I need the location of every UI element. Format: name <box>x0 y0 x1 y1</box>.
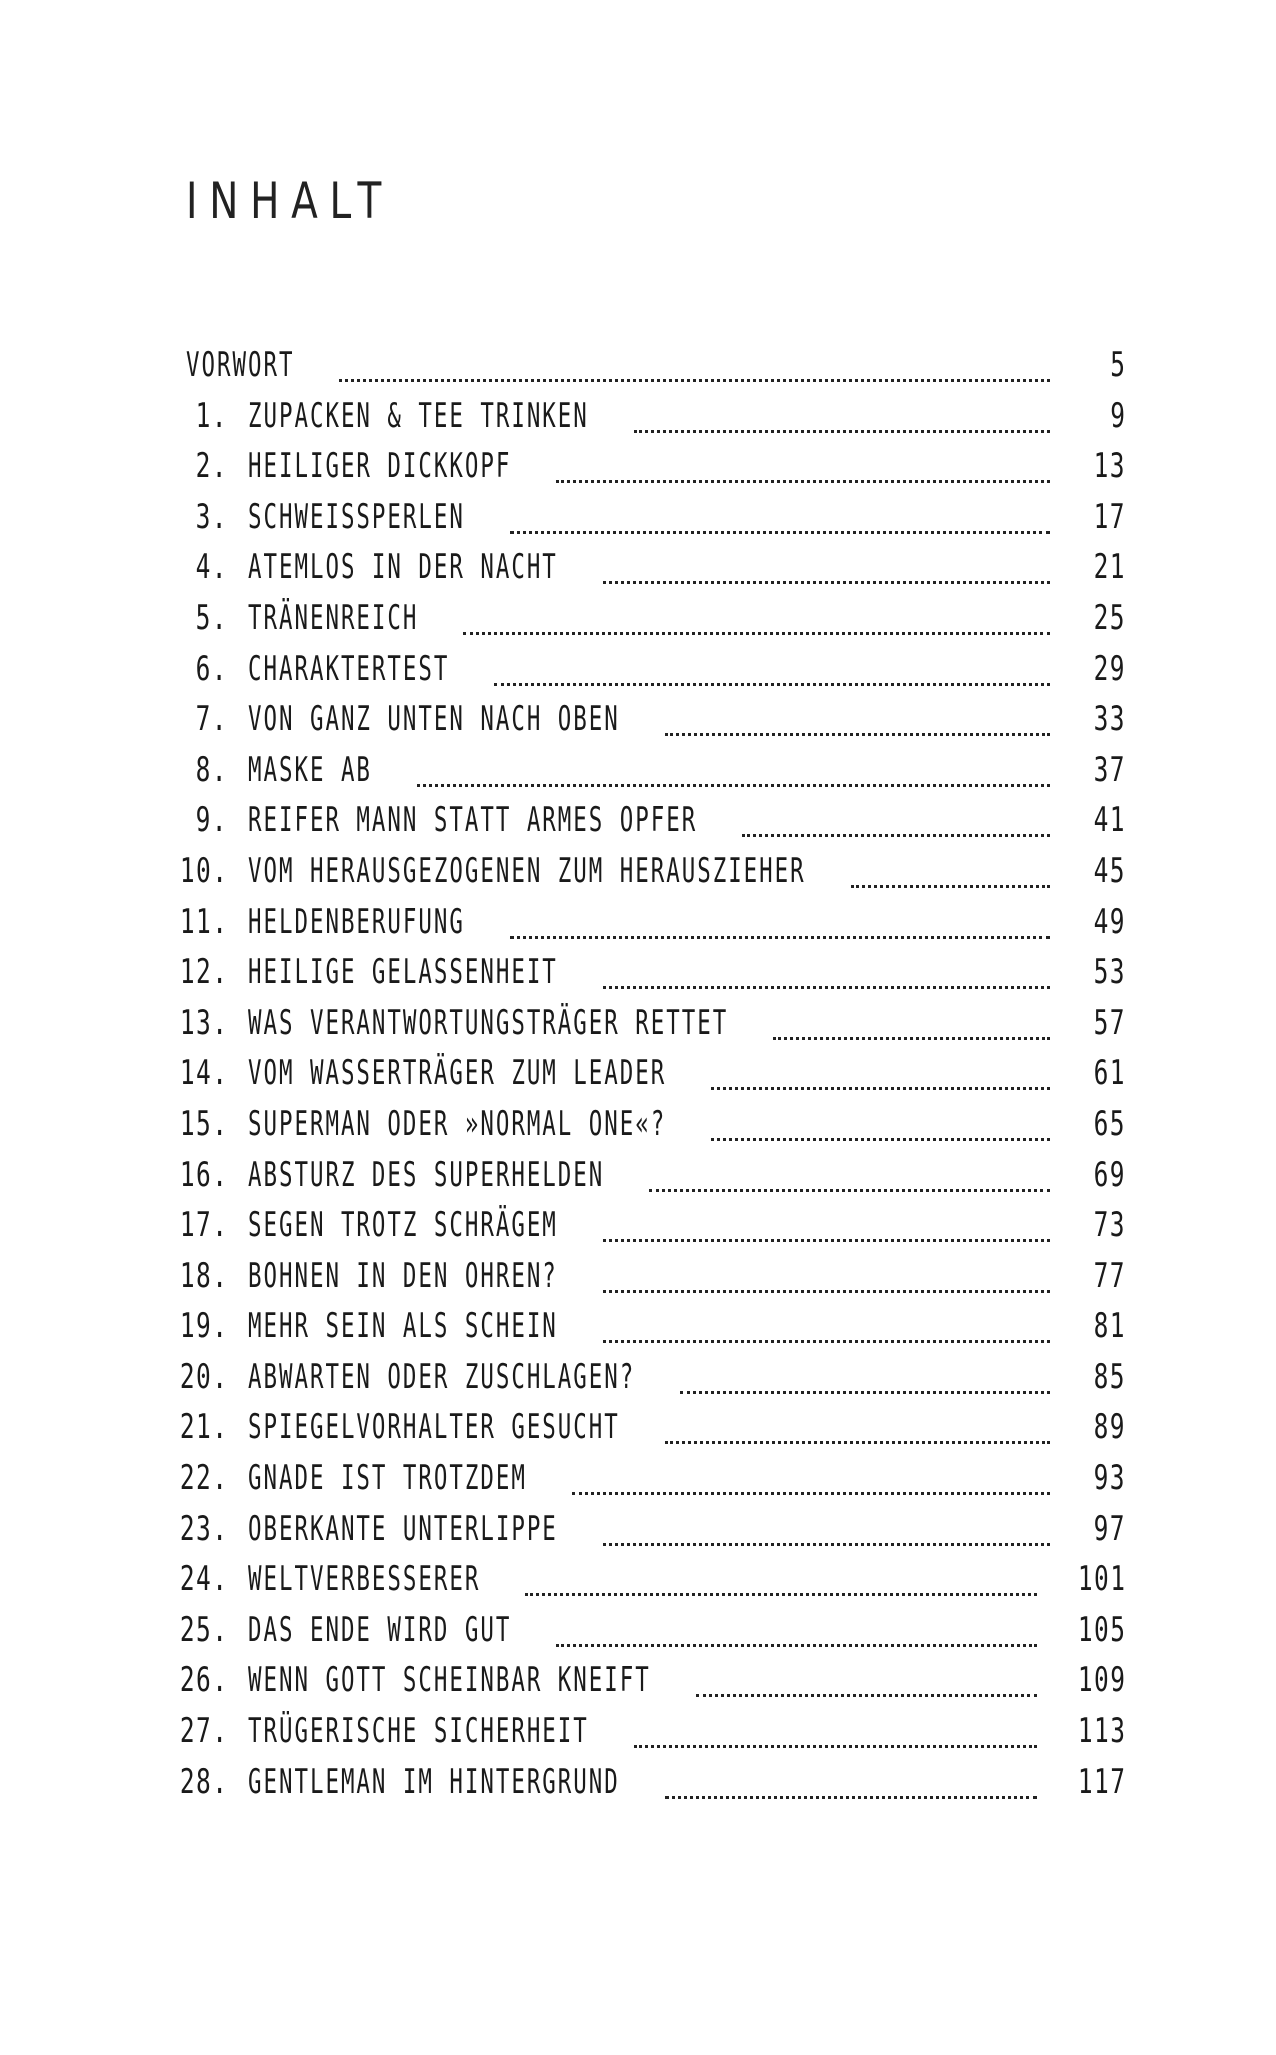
page-number: 85 <box>1093 1356 1126 1397</box>
toc-entry[interactable] <box>186 492 1126 543</box>
dot-leader <box>665 1793 1038 1799</box>
chapter-title: MEHR SEIN ALS SCHEIN <box>248 1306 558 1347</box>
chapter-title: ABWARTEN ODER ZUSCHLAGEN? <box>248 1356 636 1397</box>
toc-entry[interactable] <box>179 1150 1126 1201</box>
dot-leader <box>773 1034 1050 1040</box>
page-number: 21 <box>1093 547 1126 588</box>
page-number: 113 <box>1077 1711 1126 1752</box>
toc-entry[interactable] <box>179 1099 1126 1150</box>
toc-entry[interactable] <box>179 998 1126 1049</box>
page-number: 77 <box>1093 1255 1126 1296</box>
dot-leader <box>851 882 1050 888</box>
chapter-number: 24. <box>179 1559 228 1600</box>
toc-entry[interactable] <box>179 1402 1126 1453</box>
chapter-number: 11. <box>179 901 228 942</box>
toc-entry[interactable] <box>186 795 1126 846</box>
page-number: 49 <box>1093 901 1126 942</box>
chapter-title: GNADE IST TROTZDEM <box>248 1458 527 1499</box>
toc-entry[interactable] <box>179 846 1126 897</box>
chapter-title: BOHNEN IN DEN OHREN? <box>248 1255 558 1296</box>
dot-leader <box>742 831 1050 837</box>
chapter-title: REIFER MANN STATT ARMES OPFER <box>248 800 698 841</box>
chapter-title: WELTVERBESSERER <box>248 1559 481 1600</box>
chapter-title: ABSTURZ DES SUPERHELDEN <box>248 1154 605 1195</box>
dot-leader <box>634 1742 1038 1748</box>
chapter-number: 23. <box>179 1508 228 1549</box>
toc-entry[interactable] <box>186 745 1126 796</box>
chapter-title: CHARAKTERTEST <box>248 648 450 689</box>
chapter-number: 8. <box>195 749 228 790</box>
chapter-title: VOM HERAUSGEZOGENEN ZUM HERAUSZIEHER <box>248 850 806 891</box>
dot-leader <box>711 1084 1050 1090</box>
chapter-title: TRÄNENREICH <box>248 597 419 638</box>
page-number: 105 <box>1077 1609 1126 1650</box>
chapter-number: 2. <box>195 446 228 487</box>
page-number: 41 <box>1093 800 1126 841</box>
chapter-number: 22. <box>179 1458 228 1499</box>
chapter-number: 25. <box>179 1609 228 1650</box>
dot-leader <box>494 680 1050 686</box>
page-number: 97 <box>1093 1508 1126 1549</box>
page-number: 89 <box>1093 1407 1126 1448</box>
dot-leader <box>603 1236 1050 1242</box>
page-number: 5 <box>1109 345 1126 385</box>
chapter-title: VORWORT <box>186 345 295 385</box>
chapter-number: 28. <box>179 1761 228 1802</box>
page-number: 93 <box>1093 1458 1126 1499</box>
page-number: 33 <box>1093 699 1126 740</box>
dot-leader <box>603 1540 1050 1546</box>
table-of-contents <box>179 340 1126 1807</box>
chapter-number: 26. <box>179 1660 228 1701</box>
chapter-number: 17. <box>179 1205 228 1246</box>
chapter-number: 6. <box>195 648 228 689</box>
page-number: 117 <box>1077 1761 1126 1802</box>
chapter-number: 1. <box>195 395 228 436</box>
chapter-title: VON GANZ UNTEN NACH OBEN <box>248 699 620 740</box>
dot-leader <box>510 528 1050 534</box>
chapter-title: OBERKANTE UNTERLIPPE <box>248 1508 558 1549</box>
toc-entry[interactable] <box>186 644 1126 695</box>
dot-leader <box>603 1287 1050 1293</box>
dot-leader <box>417 781 1050 787</box>
toc-entry[interactable] <box>179 1251 1126 1302</box>
toc-entry[interactable] <box>179 947 1126 998</box>
dot-leader <box>603 983 1050 989</box>
dot-leader <box>572 1489 1050 1495</box>
toc-entry[interactable] <box>186 391 1126 442</box>
page-number: 17 <box>1093 496 1126 537</box>
page-number: 29 <box>1093 648 1126 689</box>
chapter-number: 7. <box>195 699 228 740</box>
dot-leader <box>603 578 1050 584</box>
chapter-number: 9. <box>195 800 228 841</box>
chapter-title: SCHWEISSPERLEN <box>248 496 465 537</box>
chapter-number: 16. <box>179 1154 228 1195</box>
chapter-title: HELDENBERUFUNG <box>248 901 465 942</box>
chapter-number: 15. <box>179 1103 228 1144</box>
chapter-title: WENN GOTT SCHEINBAR KNEIFT <box>248 1660 651 1701</box>
dot-leader <box>510 933 1050 939</box>
chapter-number: 13. <box>179 1002 228 1043</box>
page-number: 13 <box>1093 446 1126 487</box>
chapter-title: MASKE AB <box>248 749 372 790</box>
chapter-number: 3. <box>195 496 228 537</box>
page-number: 53 <box>1093 952 1126 993</box>
toc-entry[interactable] <box>179 1605 1126 1656</box>
toc-entry[interactable] <box>179 1200 1126 1251</box>
dot-leader <box>711 1135 1050 1141</box>
toc-entry[interactable] <box>186 694 1126 745</box>
page-number: 25 <box>1093 597 1126 638</box>
toc-entry[interactable] <box>179 1453 1126 1504</box>
page-number: 61 <box>1093 1053 1126 1094</box>
dot-leader <box>634 427 1050 433</box>
page-number: 109 <box>1077 1660 1126 1701</box>
chapter-number: 20. <box>179 1356 228 1397</box>
page-number: 45 <box>1093 850 1126 891</box>
toc-entry[interactable] <box>179 1706 1126 1757</box>
toc-entry[interactable] <box>186 340 1126 391</box>
toc-entry[interactable] <box>179 897 1126 948</box>
toc-entry[interactable] <box>179 1554 1126 1605</box>
chapter-title: ATEMLOS IN DER NACHT <box>248 547 558 588</box>
chapter-number: 27. <box>179 1711 228 1752</box>
chapter-title: WAS VERANTWORTUNGSTRÄGER RETTET <box>248 1002 729 1043</box>
toc-entry[interactable] <box>179 1757 1126 1808</box>
dot-leader <box>339 376 1050 382</box>
dot-leader <box>696 1691 1038 1697</box>
chapter-number: 14. <box>179 1053 228 1094</box>
toc-entry[interactable] <box>179 1504 1126 1555</box>
page-number: 65 <box>1093 1103 1126 1144</box>
toc-entry[interactable] <box>179 1301 1126 1352</box>
chapter-title: ZUPACKEN & TEE TRINKEN <box>248 395 589 436</box>
toc-entry[interactable] <box>179 1655 1126 1706</box>
dot-leader <box>463 629 1050 635</box>
chapter-number: 18. <box>179 1255 228 1296</box>
page-number: 69 <box>1093 1154 1126 1195</box>
chapter-title: DAS ENDE WIRD GUT <box>248 1609 512 1650</box>
chapter-title: HEILIGER DICKKOPF <box>248 446 512 487</box>
chapter-number: 21. <box>179 1407 228 1448</box>
page-number: 101 <box>1077 1559 1126 1600</box>
page-number: 81 <box>1093 1306 1126 1347</box>
dot-leader <box>525 1590 1037 1596</box>
chapter-title: SUPERMAN ODER »NORMAL ONE«? <box>248 1103 667 1144</box>
page-number: 57 <box>1093 1002 1126 1043</box>
page-number: 9 <box>1109 395 1126 436</box>
page-number: 73 <box>1093 1205 1126 1246</box>
toc-entry[interactable] <box>179 1352 1126 1403</box>
chapter-title: HEILIGE GELASSENHEIT <box>248 952 558 993</box>
page-number: 37 <box>1093 749 1126 790</box>
chapter-number: 10. <box>179 850 228 891</box>
chapter-number: 12. <box>179 952 228 993</box>
chapter-title: SEGEN TROTZ SCHRÄGEM <box>248 1205 558 1246</box>
page-title: INHALT <box>186 172 394 230</box>
chapter-title: VOM WASSERTRÄGER ZUM LEADER <box>248 1053 667 1094</box>
dot-leader <box>556 477 1050 483</box>
toc-entry[interactable] <box>186 542 1126 593</box>
dot-leader <box>649 1186 1050 1192</box>
chapter-number: 19. <box>179 1306 228 1347</box>
chapter-title: TRÜGERISCHE SICHERHEIT <box>248 1711 589 1752</box>
toc-entry[interactable] <box>186 593 1126 644</box>
toc-entry[interactable] <box>186 441 1126 492</box>
chapter-number: 4. <box>195 547 228 588</box>
dot-leader <box>556 1641 1037 1647</box>
chapter-number: 5. <box>195 597 228 638</box>
dot-leader <box>665 1438 1050 1444</box>
chapter-title: SPIEGELVORHALTER GESUCHT <box>248 1407 620 1448</box>
dot-leader <box>665 730 1050 736</box>
dot-leader <box>680 1388 1050 1394</box>
toc-entry[interactable] <box>179 1048 1126 1099</box>
dot-leader <box>603 1337 1050 1343</box>
chapter-title: GENTLEMAN IM HINTERGRUND <box>248 1761 620 1802</box>
